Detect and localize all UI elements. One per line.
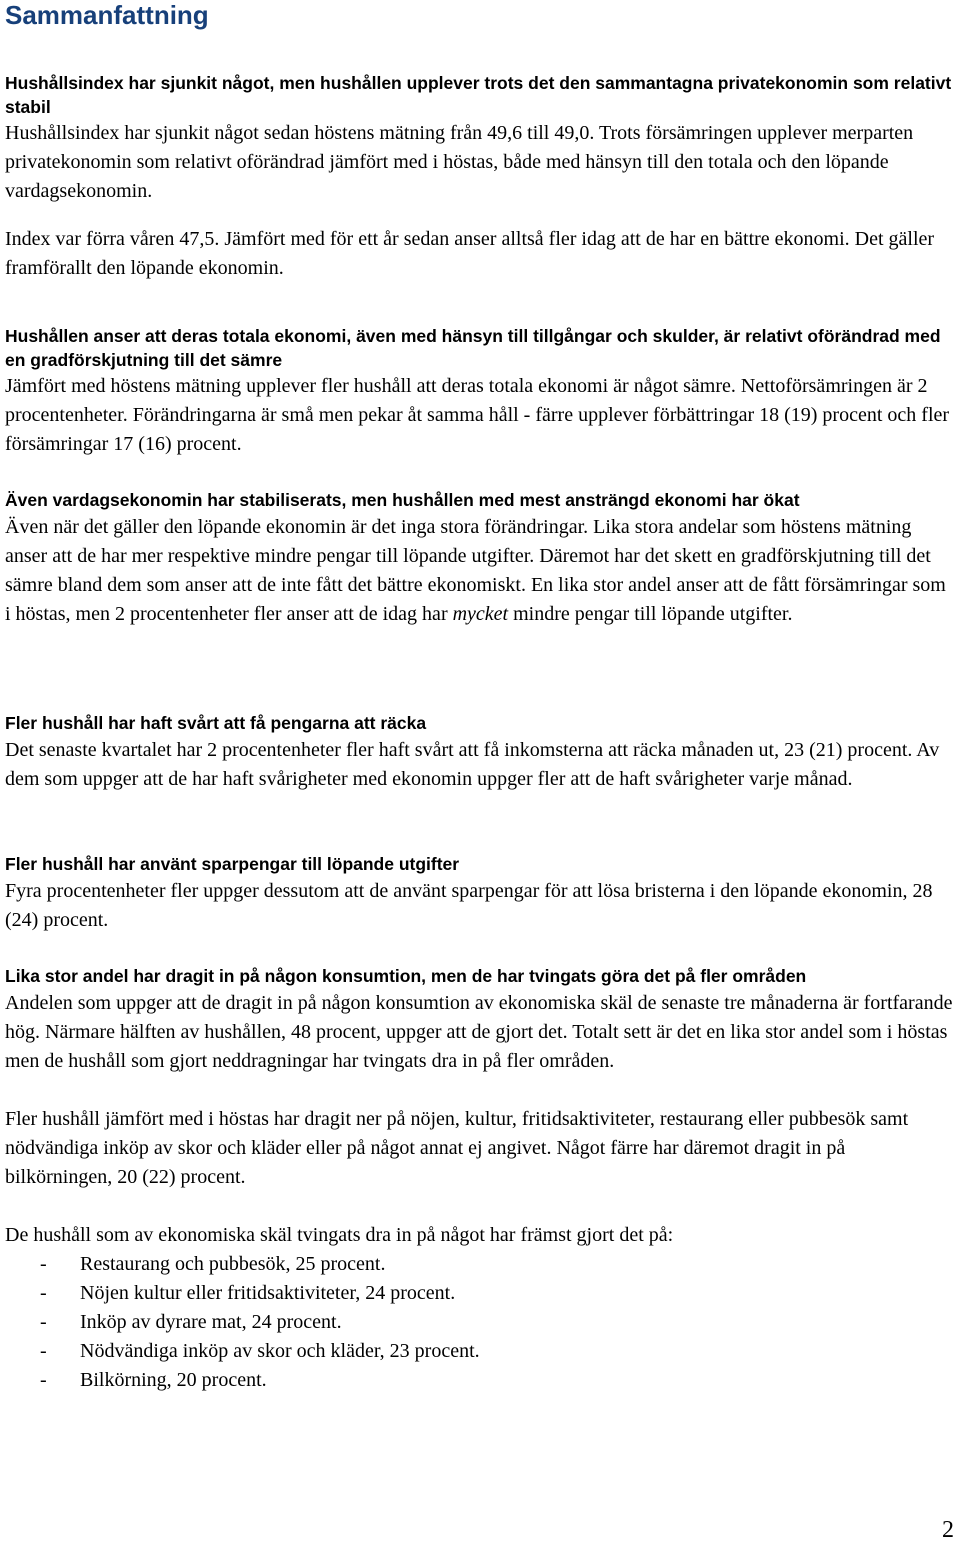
section-heading: Lika stor andel har dragit in på någon konsumtion, men de har tvingats göra det på fler områden bbox=[5, 966, 807, 986]
section-heading: Hushållsindex har sjunkit något, men hushållen upplever trots det den sammantagna privatekonomin som relativt stabil bbox=[5, 73, 952, 117]
paragraph: Jämfört med höstens mätning upplever fler hushåll att deras totala ekonomi är något sämre. Nettoförsämringen är 2 procentenheter. Förändringarna är små men pekar åt samma håll - färre upplever förbättringar 18 (19) procent och fler försämringar 17 (16) procent. bbox=[5, 375, 950, 455]
section-heading: Fler hushåll har använt sparpengar till löpande utgifter bbox=[5, 854, 460, 874]
list-marker: - bbox=[40, 1281, 47, 1304]
paragraph: Index var förra våren 47,5. Jämfört med för ett år sedan anser alltså fler idag att de har en bättre ekonomi. Det gäller framförallt den löpande ekonomin. bbox=[5, 228, 935, 279]
paragraph-text: Även när det gäller den löpande ekonomin är det inga stora förändringar. Lika stora andelar som höstens mätning anser att de har mer respektive mindre pengar till löpande utgifter. Däremot har det skett en gradförskjutning till det sämre bland dem som anser att de inte fått det bättre ekonomiskt. En lika stor andel anser att de fått försämringar som i höstas, men 2 procentenheter fler anser att de idag har bbox=[5, 515, 946, 625]
bullet-list bbox=[5, 1250, 955, 1395]
list-item-text: Nödvändiga inköp av skor och kläder, 23 procent. bbox=[80, 1339, 480, 1362]
section-everyday-economy bbox=[5, 489, 955, 629]
section-heading: Även vardagsekonomin har stabiliserats, men hushållen med mest ansträngd ekonomi har ökat bbox=[5, 490, 800, 510]
list-item-text: Restaurang och pubbesök, 25 procent. bbox=[80, 1252, 386, 1275]
list-item bbox=[5, 1308, 955, 1337]
section-total-economy bbox=[5, 325, 955, 459]
page-title: Sammanfattning bbox=[5, 0, 209, 30]
list-item-text: Nöjen kultur eller fritidsaktiviteter, 24 procent. bbox=[80, 1281, 456, 1304]
paragraph-text: mindre pengar till löpande utgifter. bbox=[508, 602, 793, 625]
list-item bbox=[5, 1250, 955, 1279]
section-hard-to-make-ends-meet bbox=[5, 712, 955, 794]
section-used-savings bbox=[5, 853, 955, 935]
section-heading: Fler hushåll har haft svårt att få pengarna att räcka bbox=[5, 713, 427, 733]
list-item-text: Bilkörning, 20 procent. bbox=[80, 1368, 267, 1391]
paragraph: Det senaste kvartalet har 2 procentenheter fler haft svårt att få inkomsterna att räcka månaden ut, 23 (21) procent. Av dem som uppger att de har haft svårigheter med ekonomin uppger fler att de haft svårigheter varje månad. bbox=[5, 738, 940, 790]
list-item bbox=[5, 1366, 955, 1395]
list-marker: - bbox=[40, 1339, 47, 1362]
paragraph: Andelen som uppger att de dragit in på någon konsumtion av ekonomiska skäl de senaste tre månaderna är fortfarande hög. Närmare hälften av hushållen, 48 procent, uppger att de gjort det. Totalt sett är det en lika stor andel som i höstas men de hushåll som gjort neddragningar har tvingats dra in på fler områden. bbox=[5, 991, 953, 1072]
emphasis-text: mycket bbox=[452, 602, 509, 625]
list-marker: - bbox=[40, 1310, 47, 1333]
section-household-index bbox=[5, 72, 955, 283]
section-heading: Hushållen anser att deras totala ekonomi, även med hänsyn till tillgångar och skulder, är relativt oförändrad med en gradförskjutning till det sämre bbox=[5, 326, 941, 370]
list-marker: - bbox=[40, 1252, 47, 1275]
section-reduced-consumption bbox=[5, 965, 955, 1395]
list-item bbox=[5, 1279, 955, 1308]
paragraph: Fyra procentenheter fler uppger dessutom att de använt sparpengar för att lösa bristerna i den löpande ekonomin, 28 (24) procent. bbox=[5, 879, 933, 931]
paragraph bbox=[5, 513, 955, 629]
page-number: 2 bbox=[942, 1517, 954, 1543]
paragraph: Hushållsindex har sjunkit något sedan höstens mätning från 49,6 till 49,0. Trots försämringen upplever merparten privatekonomin som relativt oförändrad jämfört med i höstas, både med hänsyn till den totala och den löpande vardagsekonomin. bbox=[5, 122, 914, 202]
paragraph: De hushåll som av ekonomiska skäl tvingats dra in på något har främst gjort det på: bbox=[5, 1223, 674, 1246]
list-marker: - bbox=[40, 1368, 47, 1391]
list-item-text: Inköp av dyrare mat, 24 procent. bbox=[80, 1310, 342, 1333]
paragraph: Fler hushåll jämfört med i höstas har dragit ner på nöjen, kultur, fritidsaktiviteter, restaurang eller pubbesök samt nödvändiga inköp av skor och kläder eller på något annat ej angivet. Något färre har däremot dragit in på bilkörningen, 20 (22) procent. bbox=[5, 1107, 909, 1188]
list-item bbox=[5, 1337, 955, 1366]
